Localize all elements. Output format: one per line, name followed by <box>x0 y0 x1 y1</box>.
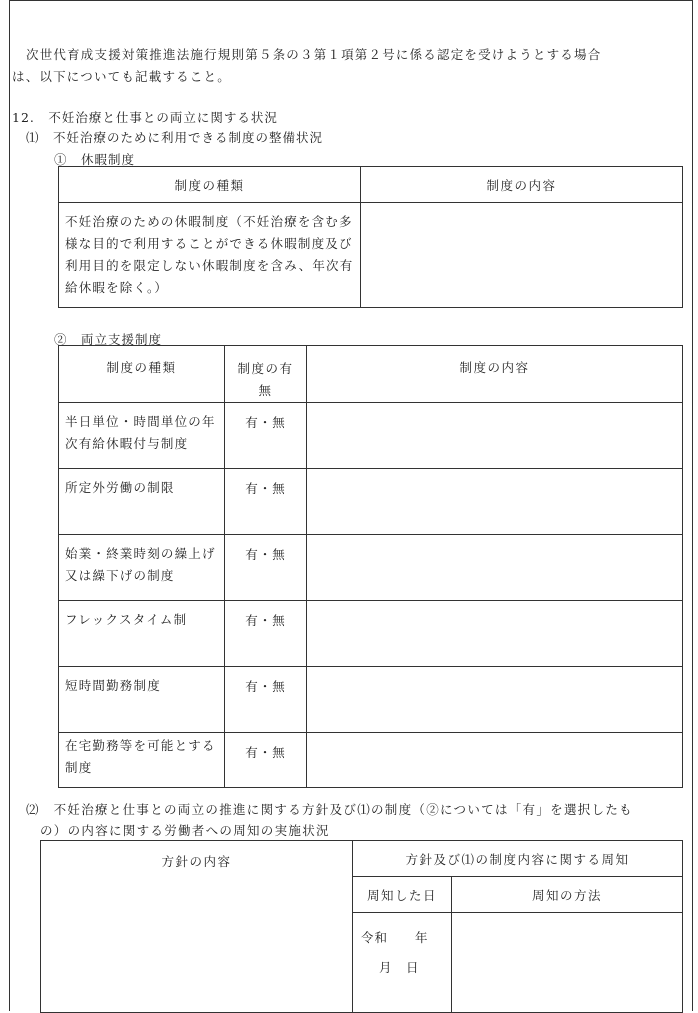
support-system-name: フレックスタイム制 <box>65 612 188 627</box>
availability-select[interactable]: 有・無 <box>225 535 307 601</box>
notification-date-header: 周知した日 <box>353 877 452 913</box>
availability-select[interactable]: 有・無 <box>225 601 307 667</box>
subsection-2-title-line-1: ⑵ 不妊治療と仕事との両立の推進に関する方針及び⑴の制度（②については「有」を選択したも <box>26 802 633 817</box>
intro-line-2: は、以下についても記載すること。 <box>12 69 231 84</box>
date-month-day: 月 日 <box>379 960 420 975</box>
item-2-title: ② 両立支援制度 <box>54 332 163 347</box>
support-system-content-field[interactable] <box>307 535 683 601</box>
support-system-content-field[interactable] <box>307 403 683 469</box>
availability-header-line-2: 無 <box>258 383 273 398</box>
notification-method-header: 周知の方法 <box>452 877 683 913</box>
leave-system-table <box>58 166 683 308</box>
subsection-2-title-line-2: の）の内容に関する労働者への周知の実施状況 <box>40 823 330 838</box>
item-1-title: ① 休暇制度 <box>54 152 136 167</box>
availability-select[interactable]: 有・無 <box>225 733 307 788</box>
availability-select[interactable]: 有・無 <box>225 667 307 733</box>
table-row <box>59 667 683 733</box>
date-era-year: 令和 年 <box>361 930 429 945</box>
notification-header: 方針及び⑴の制度内容に関する周知 <box>353 841 683 877</box>
support-system-name: 半日単位・時間単位の年次有給休暇付与制度 <box>65 414 216 451</box>
support-table-header-content: 制度の内容 <box>307 346 683 403</box>
leave-table-header-type: 制度の種類 <box>59 167 361 203</box>
support-system-name: 短時間勤務制度 <box>65 678 161 693</box>
leave-table-header-content: 制度の内容 <box>361 167 683 203</box>
table-row <box>59 469 683 535</box>
support-system-name: 始業・終業時刻の繰上げ又は繰下げの制度 <box>65 546 216 583</box>
availability-select[interactable]: 有・無 <box>225 403 307 469</box>
notification-date-field[interactable] <box>353 913 452 1013</box>
table-row <box>59 535 683 601</box>
policy-content-header: 方針の内容 <box>41 841 353 1013</box>
intro-line-1: 次世代育成支援対策推進法施行規則第５条の３第１項第２号に係る認定を受けようとする場合 <box>26 47 602 62</box>
leave-system-description: 不妊治療のための休暇制度（不妊治療を含む多様な目的で利用することができる休暇制度及び利用目的を限定しない休暇制度を含み、年次有給休暇を除く。） <box>65 214 354 295</box>
support-table-header-type: 制度の種類 <box>59 346 225 403</box>
table-row <box>59 733 683 788</box>
support-system-name: 在宅勤務等を可能とする制度 <box>65 738 216 775</box>
availability-header-line-1: 制度の有 <box>237 361 294 376</box>
support-system-content-field[interactable] <box>307 601 683 667</box>
section-12-title: 12. 不妊治療と仕事との両立に関する状況 <box>12 110 278 125</box>
support-system-content-field[interactable] <box>307 469 683 535</box>
notification-method-field[interactable] <box>452 913 683 1013</box>
support-table-header-availability <box>225 346 307 403</box>
support-system-name: 所定外労働の制限 <box>65 480 175 495</box>
support-system-table <box>58 345 683 788</box>
support-system-content-field[interactable] <box>307 733 683 788</box>
table-row <box>59 601 683 667</box>
support-system-content-field[interactable] <box>307 667 683 733</box>
intro-paragraph <box>12 44 682 88</box>
leave-system-content-field[interactable] <box>361 203 683 308</box>
table-row <box>59 403 683 469</box>
subsection-1-title: ⑴ 不妊治療のために利用できる制度の整備状況 <box>26 130 324 145</box>
notification-table <box>40 840 683 1013</box>
availability-select[interactable]: 有・無 <box>225 469 307 535</box>
